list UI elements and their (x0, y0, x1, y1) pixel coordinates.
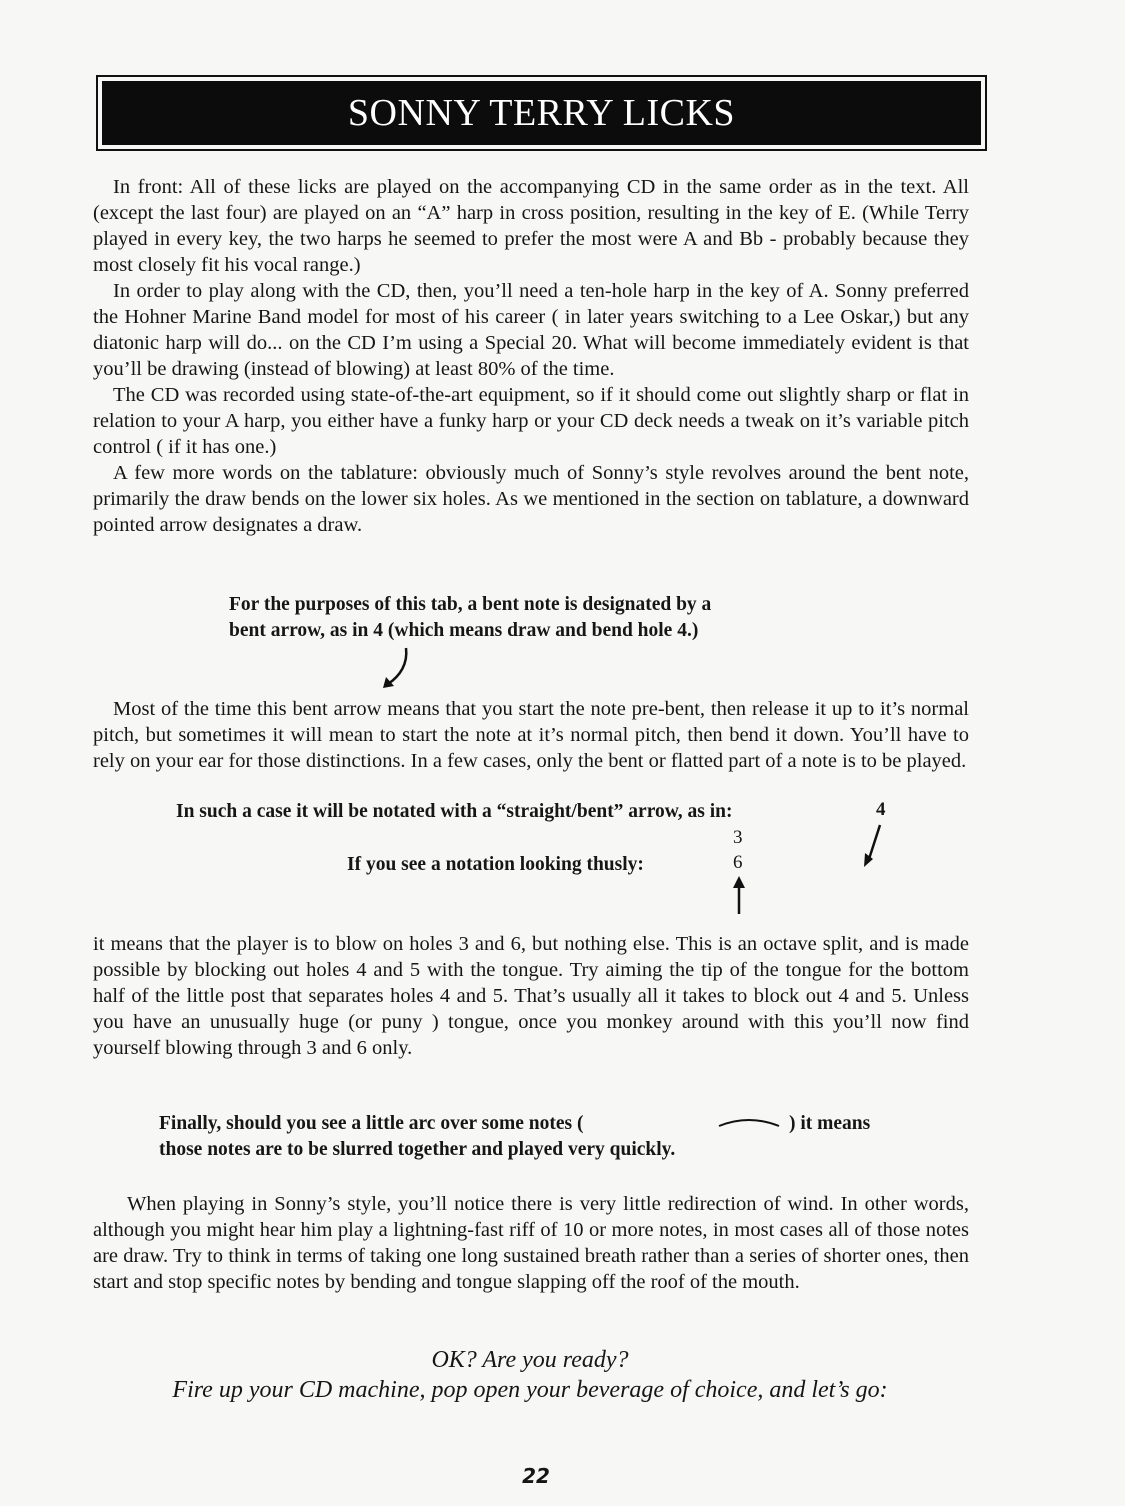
closing-line-1: OK? Are you ready? (431, 1347, 629, 1373)
bent-note-line-2: bent arrow, as in 4 (which means draw and bend hole 4.) (229, 620, 699, 641)
thusly-text: If you see a notation looking thusly: (347, 854, 644, 875)
bent-arrow-section (93, 696, 969, 774)
title-box (96, 75, 987, 151)
octave-split-section (93, 931, 969, 1061)
straight-bent-hole: 4 (876, 799, 886, 820)
paragraph-cd-recorded: The CD was recorded using state-of-the-art equipment, so if it should come out slightly sharp or flat in relation to your A harp, you either have a funky harp or your CD deck needs a tweak on it’s variable pitch control ( if it has one.) (93, 384, 969, 458)
page-title: SONNY TERRY LICKS (102, 81, 981, 145)
bent-note-line-1: For the purposes of this tab, a bent note is designated by a (229, 594, 712, 615)
paragraph-sonny-style: When playing in Sonny’s style, you’ll notice there is very little redirection of wind. In other words, although you might hear him play a lightning-fast riff of 10 or more notes, in most cases all of those notes are draw. Try to think in terms of taking one long sustained breath rather than a series of shorter ones, then start and stop specific notes by bending and tongue slapping off the roof of the mouth. (93, 1193, 969, 1293)
straight-bent-text: In such a case it will be notated with a “straight/bent” arrow, as in: (176, 801, 733, 822)
closing-line-2: Fire up your CD machine, pop open your beverage of choice, and let’s go: (172, 1377, 888, 1403)
bent-arrow-icon (380, 646, 420, 690)
split-hole-top: 3 (733, 827, 743, 848)
paragraph-bent-arrow: Most of the time this bent arrow means that you start the note pre-bent, then release it up to it’s normal pitch, but sometimes it will mean to start the note at it’s normal pitch, then bend it down. You’ll have to rely on your ear for those distinctions. In a few cases, only the bent or flatted part of a note is to be played. (93, 698, 969, 772)
page-number: 22 (522, 1464, 550, 1488)
blow-arrow-icon (729, 874, 749, 916)
straight-bent-arrow-icon (858, 823, 888, 871)
paragraph-octave-split: it means that the player is to blow on holes 3 and 6, but nothing else. This is an octave split, and is made possible by blocking out holes 4 and 5 with the tongue. Try aiming the tip of the tongue for the bottom half of the little post that separates holes 4 and 5. That’s usually all it takes to block out 4 and 5. Unless you have an unusually huge (or puny ) tongue, once you monkey around with this you’ll now find yourself blowing through 3 and 6 only. (93, 933, 969, 1059)
split-hole-bottom: 6 (733, 852, 743, 873)
slur-line-1a: Finally, should you see a little arc over some notes ( (159, 1113, 584, 1134)
slur-line-2: those notes are to be slurred together and played very quickly. (159, 1139, 676, 1160)
intro-section (93, 174, 969, 538)
paragraph-tablature: A few more words on the tablature: obviously much of Sonny’s style revolves around the bent note, primarily the draw bends on the lower six holes. As we mentioned in the section on tablature, a downward pointed arrow designates a draw. (93, 462, 969, 536)
paragraph-in-front: In front: All of these licks are played on the accompanying CD in the same order as in the text. All (except the last four) are played on an “A” harp in cross position, resulting in the key of E. (While Terry played in every key, the two harps he seemed to prefer the most were A and Bb - probably because they most closely fit his vocal range.) (93, 176, 969, 276)
slur-arc-icon (716, 1114, 782, 1130)
paragraph-play-along: In order to play along with the CD, then, you’ll need a ten-hole harp in the key of A. Sonny preferred the Hohner Marine Band model for most of his career ( in later years switching to a Lee Oskar,) but any diatonic harp will do... on the CD I’m using a Special 20. What will become immediately evident is that you’ll be drawing (instead of blowing) at least 80% of the time. (93, 280, 969, 380)
slur-line-1b: ) it means (789, 1113, 871, 1134)
style-section (93, 1191, 969, 1295)
